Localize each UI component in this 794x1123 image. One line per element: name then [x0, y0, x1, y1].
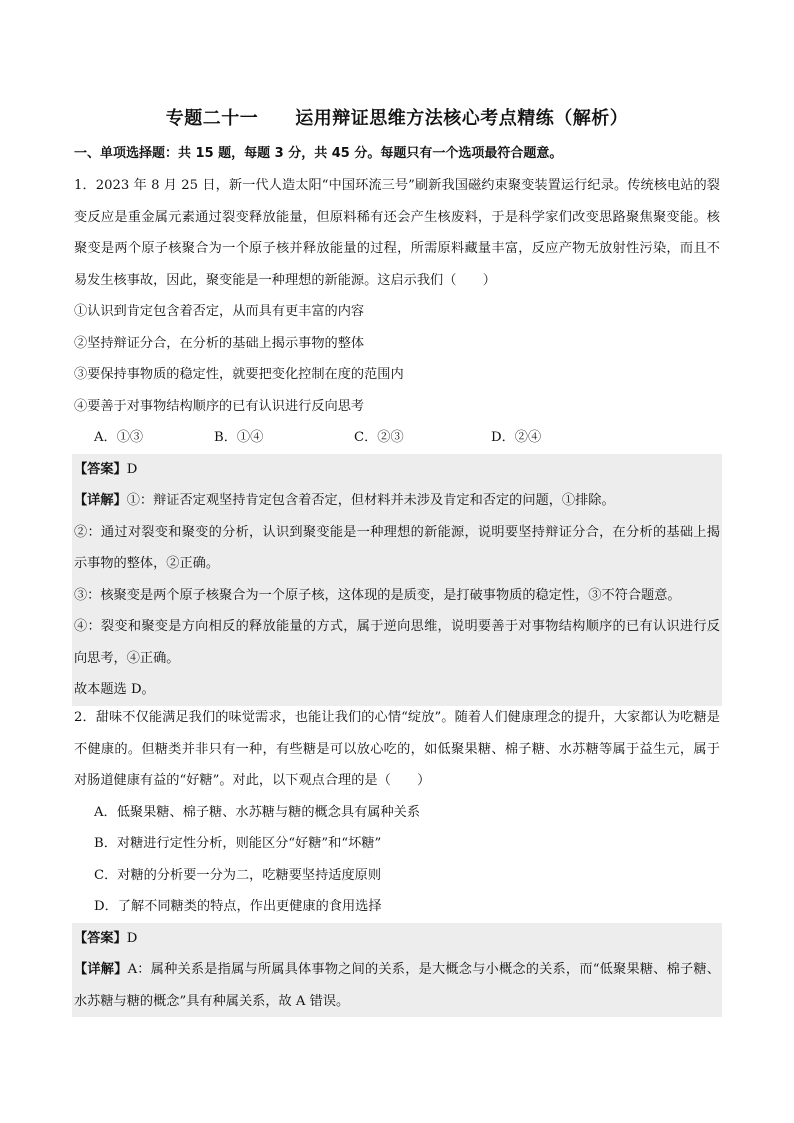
answer-label: 【答案】 — [74, 930, 127, 946]
question-1-conclusion: 故本题选 D。 — [74, 682, 155, 697]
question-2-option-a: A．低聚果糖、棉子糖、水苏糖与糖的概念具有属种关系 — [94, 804, 421, 820]
question-1-detail-2: ②：通过对裂变和聚变的分析，认识到聚变能是一种理想的新能源，说明要坚持辩证分合，在分析的基础上揭示事物的整体，②正确。 — [74, 524, 720, 571]
question-1-detail-3: ③：核聚变是两个原子核聚合为一个原子核，这体现的是质变，是打破事物质的稳定性，③不符合题意。 — [74, 587, 681, 603]
question-2-detail-1: 【详解】A：属种关系是指属与所属具体事物之间的关系，是大概念与小概念的关系，而“低聚果糖、棉子糖、水苏糖与糖的概念”具有种属关系，故 A 错误。 — [74, 962, 720, 1009]
question-1-answer-block — [72, 454, 722, 706]
question-2-option-d: D．了解不同糖类的特点，作出更健康的食用选择 — [94, 899, 382, 914]
answer-value: D — [126, 461, 138, 477]
question-2 — [74, 702, 720, 1017]
question-1-item-3: ③要保持事物质的稳定性，就要把变化控制在度的范围内 — [74, 367, 404, 382]
question-1-answer — [74, 454, 720, 486]
question-1-option-d: D．②④ — [491, 430, 542, 445]
detail-label: 【详解】 — [74, 962, 128, 977]
question-1-option-c: C．②③ — [354, 430, 404, 445]
question-1-options — [74, 422, 720, 454]
question-1-detail-1: 【详解】①：辩证否定观坚持肯定包含着否定，但材料并未涉及肯定和否定的问题，①排除。 — [74, 493, 615, 508]
question-1-item-2: ②坚持辩证分合，在分析的基础上揭示事物的整体 — [74, 335, 365, 351]
section-heading: 一、单项选择题：共 15 题，每题 3 分，共 45 分。每题只有一个选项最符合题意。 — [74, 146, 563, 161]
answer-value: D — [126, 930, 138, 946]
question-1-option-b: B．①④ — [214, 430, 264, 445]
question-1-item-1: ①认识到肯定包含着否定，从而具有更丰富的内容 — [74, 304, 365, 319]
question-1-stem: 1．2023 年 8 月 25 日，新一代人造太阳“中国环流三号”刷新我国磁约束聚变装置运行纪录。传统核电站的裂变反应是重金属元素通过裂变释放能量，但原料稀有还会产生核废料，于是科学家们改变思路聚焦聚变能。核聚变是两个原子核聚合为一个原子核并释放能量的过程，所需原料藏量丰富，反应产物无放射性污染，而且不易发生核事故，因此，聚变能是一种理想的新能源。这启示我们（ ） — [74, 178, 720, 288]
question-1-detail-4: ④：裂变和聚变是方向相反的释放能量的方式，属于逆向思维，说明要善于对事物结构顺序的已有认识进行反向思考，④正确。 — [74, 619, 720, 666]
answer-label: 【答案】 — [74, 461, 127, 477]
question-1 — [74, 170, 720, 706]
question-2-stem: 2．甜味不仅能满足我们的味觉需求，也能让我们的心情“绽放”。随着人们健康理念的提升，大家都认为吃糖是不健康的。但糖类并非只有一种，有些糖是可以放心吃的，如低聚果糖、棉子糖、水苏糖等属于益生元，属于对肠道健康有益的“好糖”。对此，以下观点合理的是（ ） — [74, 710, 720, 788]
question-1-item-4: ④要善于对事物结构顺序的已有认识进行反向思考 — [74, 398, 365, 414]
question-2-option-b: B．对糖进行定性分析，则能区分“好糖”和“坏糖” — [94, 836, 382, 851]
page-title: 专题二十一 运用辩证思维方法核心考点精练（解析） — [165, 108, 629, 129]
question-2-option-c: C．对糖的分析要一分为二，吃糖要坚持适度原则 — [94, 867, 382, 883]
question-2-answer — [74, 923, 720, 955]
question-2-answer-block — [72, 923, 722, 1018]
question-1-option-a: A．①③ — [94, 430, 144, 445]
detail-label: 【详解】 — [74, 493, 127, 508]
